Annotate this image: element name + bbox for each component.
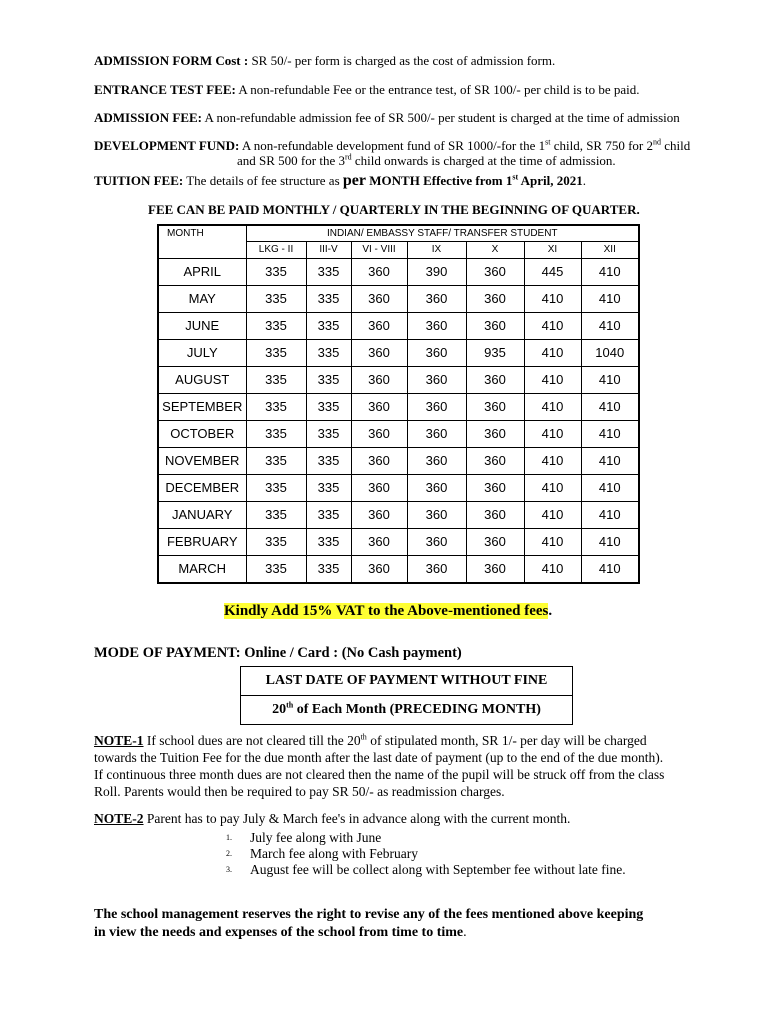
fee-cell: 410 [524,528,581,555]
admission-form-cost [94,53,555,69]
month-cell: AUGUST [158,366,246,393]
fee-cell: 360 [351,501,407,528]
month-cell: DECEMBER [158,474,246,501]
tuition-effective-a: Effective from 1 [423,173,513,188]
mode-of-payment-label: MODE OF PAYMENT: Online / Card : [94,645,339,661]
fee-cell: 360 [407,447,466,474]
tuition-fee-text: The details of fee structure as [186,173,340,188]
month-cell: JANUARY [158,501,246,528]
footer-note [94,906,643,942]
footer-period: . [463,925,467,940]
column-header: III-V [306,241,351,258]
fee-cell: 335 [306,447,351,474]
tuition-per: per [342,172,366,189]
fee-cell: 410 [581,420,639,447]
fee-cell: 360 [407,285,466,312]
fee-cell: 335 [306,528,351,555]
month-cell: JUNE [158,312,246,339]
fee-cell: 410 [581,447,639,474]
list-item: 2. March fee along with February [226,846,418,861]
table-row [158,420,639,447]
fee-cell: 410 [524,447,581,474]
note-1-line1-a: If school dues are not cleared till the 20 [143,733,361,748]
admission-form-text: SR 50/- per form is charged as the cost of admission form. [251,53,556,68]
fee-cell: 360 [466,474,524,501]
month-cell: APRIL [158,258,246,285]
fee-cell: 410 [581,285,639,312]
fee-cell: 360 [466,258,524,285]
development-fund-label: DEVELOPMENT FUND: [94,138,240,153]
note-1-line3: If continuous three month dues are not cleared then the name of the pupil will be struck off from the class [94,767,665,782]
fee-cell: 410 [524,285,581,312]
table-row [158,285,639,312]
deadline-date-b: of Each Month (PRECEDING MONTH) [293,702,541,717]
development-fund-line2-b: child onwards is charged at the time of admission. [351,153,616,168]
tuition-month: MONTH [369,173,420,188]
tuition-period: . [582,173,587,188]
admission-fee [94,110,680,126]
fee-cell: 360 [407,501,466,528]
entrance-test-text: A non-refundable Fee or the entrance test, of SR 100/- per child is to be paid. [238,82,640,97]
fee-cell: 360 [407,339,466,366]
tuition-effective-b: April, 2021 [518,173,583,188]
sup-th-note: th [360,732,367,742]
month-cell: NOVEMBER [158,447,246,474]
fee-cell: 335 [246,447,306,474]
fee-cell: 335 [246,528,306,555]
deadline-date-a: 20 [272,702,287,717]
sup-rd: rd [344,152,352,162]
development-fund-text-b: child, SR 750 for 2 [550,138,654,153]
fee-cell: 410 [524,501,581,528]
month-cell: MARCH [158,555,246,583]
note-2-list [226,830,626,878]
month-cell: OCTOBER [158,420,246,447]
fee-cell: 410 [581,312,639,339]
fee-cell: 335 [246,312,306,339]
table-row [158,312,639,339]
note-2-label: NOTE-2 [94,811,144,826]
month-header: MONTH [158,225,246,241]
fee-cell: 360 [466,555,524,583]
development-fund-line2-a: and SR 500 for the 3 [237,153,345,168]
fee-cell: 335 [306,312,351,339]
column-header: VI - VIII [351,241,407,258]
fee-cell: 335 [246,555,306,583]
note-1-line4: Roll. Parents would then be required to pay SR 50/- as readmission charges. [94,784,505,799]
mode-of-payment-note: (No Cash payment) [341,645,462,661]
deadline-date [241,696,573,725]
fee-cell: 360 [407,420,466,447]
tuition-fee-label: TUITION FEE: [94,173,184,188]
fee-cell: 360 [407,312,466,339]
column-header: IX [407,241,466,258]
sup-st-effective: st [512,172,519,182]
fee-cell: 410 [581,555,639,583]
fee-cell: 335 [306,555,351,583]
fee-cell: 360 [407,366,466,393]
sup-st: st [545,137,551,147]
column-header: XII [581,241,639,258]
fee-cell: 335 [246,285,306,312]
fee-cell: 360 [466,420,524,447]
note-2 [94,810,706,827]
fee-cell: 360 [466,366,524,393]
development-fund-text-c: child [661,138,691,153]
table-row [158,339,639,366]
fee-cell: 335 [246,393,306,420]
fee-cell: 335 [246,339,306,366]
fee-cell: 360 [407,528,466,555]
fee-cell: 360 [351,474,407,501]
fee-cell: 335 [306,501,351,528]
development-fund-line2 [237,153,616,169]
fee-cell: 410 [524,339,581,366]
fee-cell: 335 [306,285,351,312]
fee-cell: 360 [466,312,524,339]
fee-cell: 335 [246,258,306,285]
tuition-fee [94,172,586,190]
sup-nd: nd [653,137,662,147]
admission-fee-label: ADMISSION FEE: [94,110,202,125]
note-1-line1-b: of stipulated month, SR 1/- per day will be charged [366,733,647,748]
fee-cell: 335 [246,501,306,528]
fee-cell: 360 [466,447,524,474]
fee-cell: 360 [466,528,524,555]
fee-cell: 410 [524,420,581,447]
fee-cell: 390 [407,258,466,285]
fee-cell: 360 [466,285,524,312]
list-item: 3. August fee will be collect along with September fee without late fine. [226,862,626,877]
fee-cell: 410 [524,366,581,393]
note-1-line2: towards the Tuition Fee for the due month after the last date of payment (up to the end of the due month). [94,750,664,765]
fee-cell: 1040 [581,339,639,366]
table-row [158,393,639,420]
month-cell: MAY [158,285,246,312]
table-row [158,474,639,501]
fee-cell: 360 [351,393,407,420]
fee-cell: 335 [246,366,306,393]
table-row [158,555,639,583]
table-row [158,528,639,555]
fee-cell: 410 [524,312,581,339]
fee-cell: 360 [466,393,524,420]
development-fund [94,138,690,154]
table-row [158,447,639,474]
fee-cell: 410 [581,366,639,393]
footer-line1: The school management reserves the right to revise any of the fees mentioned above keeping [94,907,644,922]
admission-form-label: ADMISSION FORM Cost : [94,53,249,68]
fee-cell: 360 [407,474,466,501]
column-header: XI [524,241,581,258]
admission-fee-text: A non-refundable admission fee of SR 500/- per student is charged at the time of admission [204,110,680,125]
note-1 [94,732,706,800]
footer-line2: in view the needs and expenses of the school from time to time [94,925,464,940]
entrance-test-fee [94,82,639,98]
fee-cell: 410 [524,474,581,501]
vat-note-wrap [224,603,552,620]
fee-cell: 935 [466,339,524,366]
fee-cell: 410 [581,393,639,420]
month-cell: SEPTEMBER [158,393,246,420]
column-header: X [466,241,524,258]
note-2-text: Parent has to pay July & March fee's in advance along with the current month. [143,811,571,826]
fee-cell: 335 [246,474,306,501]
fee-cell: 335 [306,393,351,420]
fee-cell: 360 [407,393,466,420]
month-cell: FEBRUARY [158,528,246,555]
fee-cell: 335 [246,420,306,447]
month-header-blank [158,241,246,258]
fee-cell: 360 [351,420,407,447]
fee-cell: 360 [351,555,407,583]
fee-cell: 335 [306,474,351,501]
fee-cell: 410 [581,474,639,501]
month-cell: JULY [158,339,246,366]
fee-cell: 360 [351,339,407,366]
entrance-test-label: ENTRANCE TEST FEE: [94,82,236,97]
fee-cell: 410 [581,528,639,555]
fee-cell: 410 [524,555,581,583]
list-item: 1. July fee along with June [226,830,382,845]
column-header: LKG - II [246,241,306,258]
fee-cell: 360 [407,555,466,583]
group-header: INDIAN/ EMBASSY STAFF/ TRANSFER STUDENT [246,225,639,241]
table-row [158,501,639,528]
fee-cell: 360 [351,447,407,474]
fee-table [157,224,640,584]
fee-cell: 410 [581,501,639,528]
development-fund-text-a: A non-refundable development fund of SR 1000/-for the 1 [241,138,546,153]
fee-cell: 360 [466,501,524,528]
fee-cell: 335 [306,258,351,285]
fee-cell: 360 [351,528,407,555]
fee-cell: 360 [351,258,407,285]
fee-cell: 360 [351,366,407,393]
fee-cell: 410 [581,258,639,285]
deadline-title: LAST DATE OF PAYMENT WITHOUT FINE [241,667,573,696]
table-row [158,258,639,285]
mode-of-payment [94,645,462,662]
fee-cell: 360 [351,312,407,339]
vat-period: . [548,603,553,619]
note-1-label: NOTE-1 [94,733,144,748]
table-row [158,366,639,393]
vat-note: Kindly Add 15% VAT to the Above-mentioned fees [224,603,549,619]
fee-cell: 445 [524,258,581,285]
deadline-box [240,666,573,725]
fee-cell: 335 [306,366,351,393]
fee-cell: 335 [306,420,351,447]
fee-cell: 410 [524,393,581,420]
tuition-effective [423,173,583,188]
fee-heading: FEE CAN BE PAID MONTHLY / QUARTERLY IN THE BEGINNING OF QUARTER. [148,202,640,217]
sup-th: th [286,700,294,710]
fee-cell: 360 [351,285,407,312]
fee-cell: 335 [306,339,351,366]
